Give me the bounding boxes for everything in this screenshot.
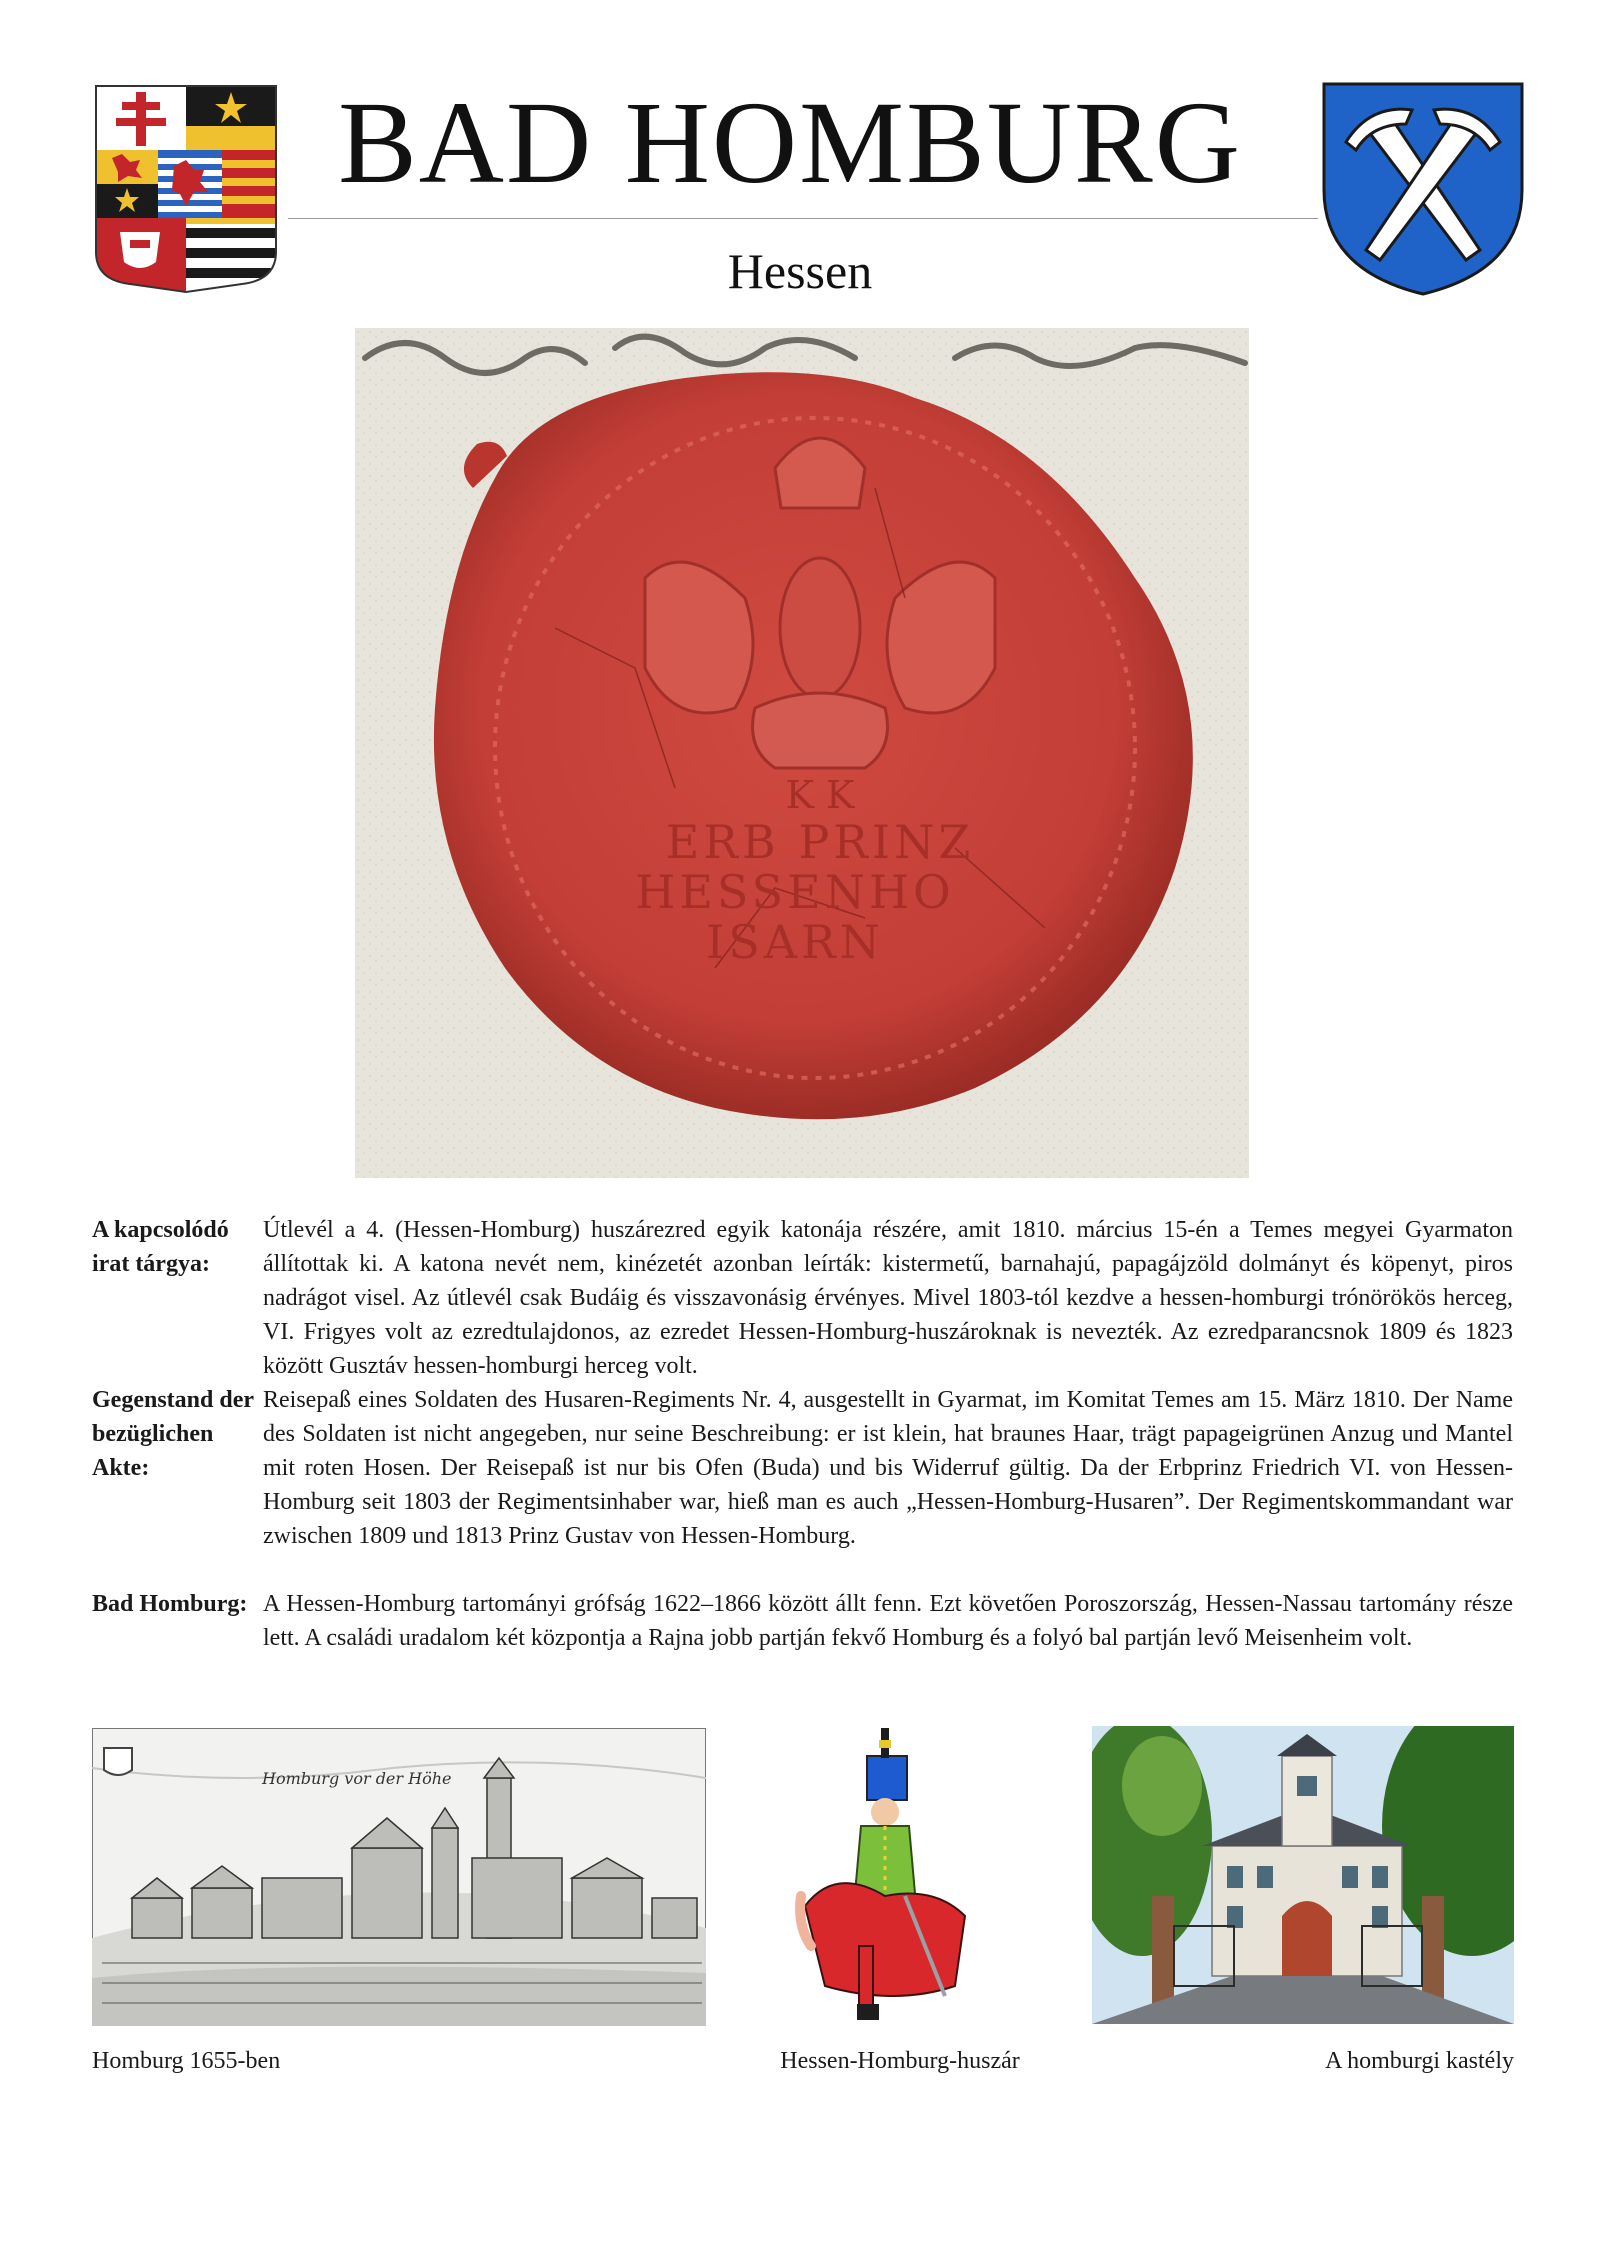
seal-text-line3: HESSENHO [635, 865, 955, 919]
engraving-caption-text: Homburg vor der Höhe [262, 1769, 452, 1788]
section-text-bad-homburg: A Hessen-Homburg tartományi grófság 1622–1866 között állt fenn. Ezt követően Poroszország, Hessen-Nassau tartomány része lett. A családi uradalom két központja a Rajna jobb partján fekvő Homburg és a folyó bal partján levő Meisenheim volt. [263, 1591, 1513, 1651]
seal-text-line4: ISARN [706, 915, 884, 969]
homburg-castle-photo [1092, 1726, 1514, 2024]
homburg-engraving-image [92, 1728, 706, 2026]
bad-homburg-coat-of-arms-icon [1320, 80, 1526, 298]
caption-hussar: Hessen-Homburg-huszár [780, 2048, 1020, 2074]
section-label-hungarian: A kapcsolódó irat tárgya: [92, 1217, 229, 1277]
caption-town: Homburg 1655-ben [92, 2048, 281, 2074]
page-subtitle: Hessen [727, 243, 873, 299]
title-divider [288, 218, 1318, 219]
page-title: BAD HOMBURG [338, 77, 1242, 208]
seal-text-line1: K K [785, 773, 855, 817]
caption-castle: A homburgi kastély [1325, 2048, 1514, 2074]
section-label-german: Gegenstand der bezüglichen Akte: [92, 1387, 254, 1481]
section-label-bad-homburg: Bad Homburg: [92, 1591, 248, 1617]
red-wax-seal-image [355, 328, 1249, 1178]
section-text-german: Reisepaß eines Soldaten des Husaren-Regiments Nr. 4, ausgestellt in Gyarmat, im Komitat Temes am 15. März 1810. Der Name des Soldaten ist nicht angegeben, nur seine Beschreibung: er ist klein, hat braunes Haar, trägt papageigrünen Anzug und Mantel mit roten Hosen. Der Reisepaß ist nur bis Ofen (Buda) und bis Widerruf gültig. Da der Erbprinz Friedrich VI. von Hessen-Homburg seit 1803 der Regimentsinhaber war, hieß man es auch „Hessen-Homburg-Husaren”. Der Regimentskommandant war zwischen 1809 und 1813 Prinz Gustav von Hessen-Homburg. [263, 1387, 1513, 1549]
hesse-coat-of-arms-icon [92, 82, 280, 296]
section-text-hungarian: Útlevél a 4. (Hessen-Homburg) huszárezred egyik katonája részére, amit 1810. március 15-én a Temes megyei Gyarmaton állítottak ki. A katona nevét nem, kinézetét azonban leírták: kistermetű, barnahajú, papagájzöld dolmányt és köpenyt, piros nadrágot visel. Az útlevél csak Budáig és visszavonásig érvényes. Mivel 1803-tól kezdve a hessen-homburgi trónörökös herceg, VI. Frigyes volt az ezredtulajdonos, az ezredet Hessen-Homburg-huszároknak is nevezték. Az ezredparancsnok 1809 és 1823 között Gusztáv hessen-homburgi herceg volt. [263, 1217, 1513, 1379]
seal-text-line2: ERB PRINZ [665, 815, 975, 869]
hussar-illustration-image [795, 1726, 975, 2028]
